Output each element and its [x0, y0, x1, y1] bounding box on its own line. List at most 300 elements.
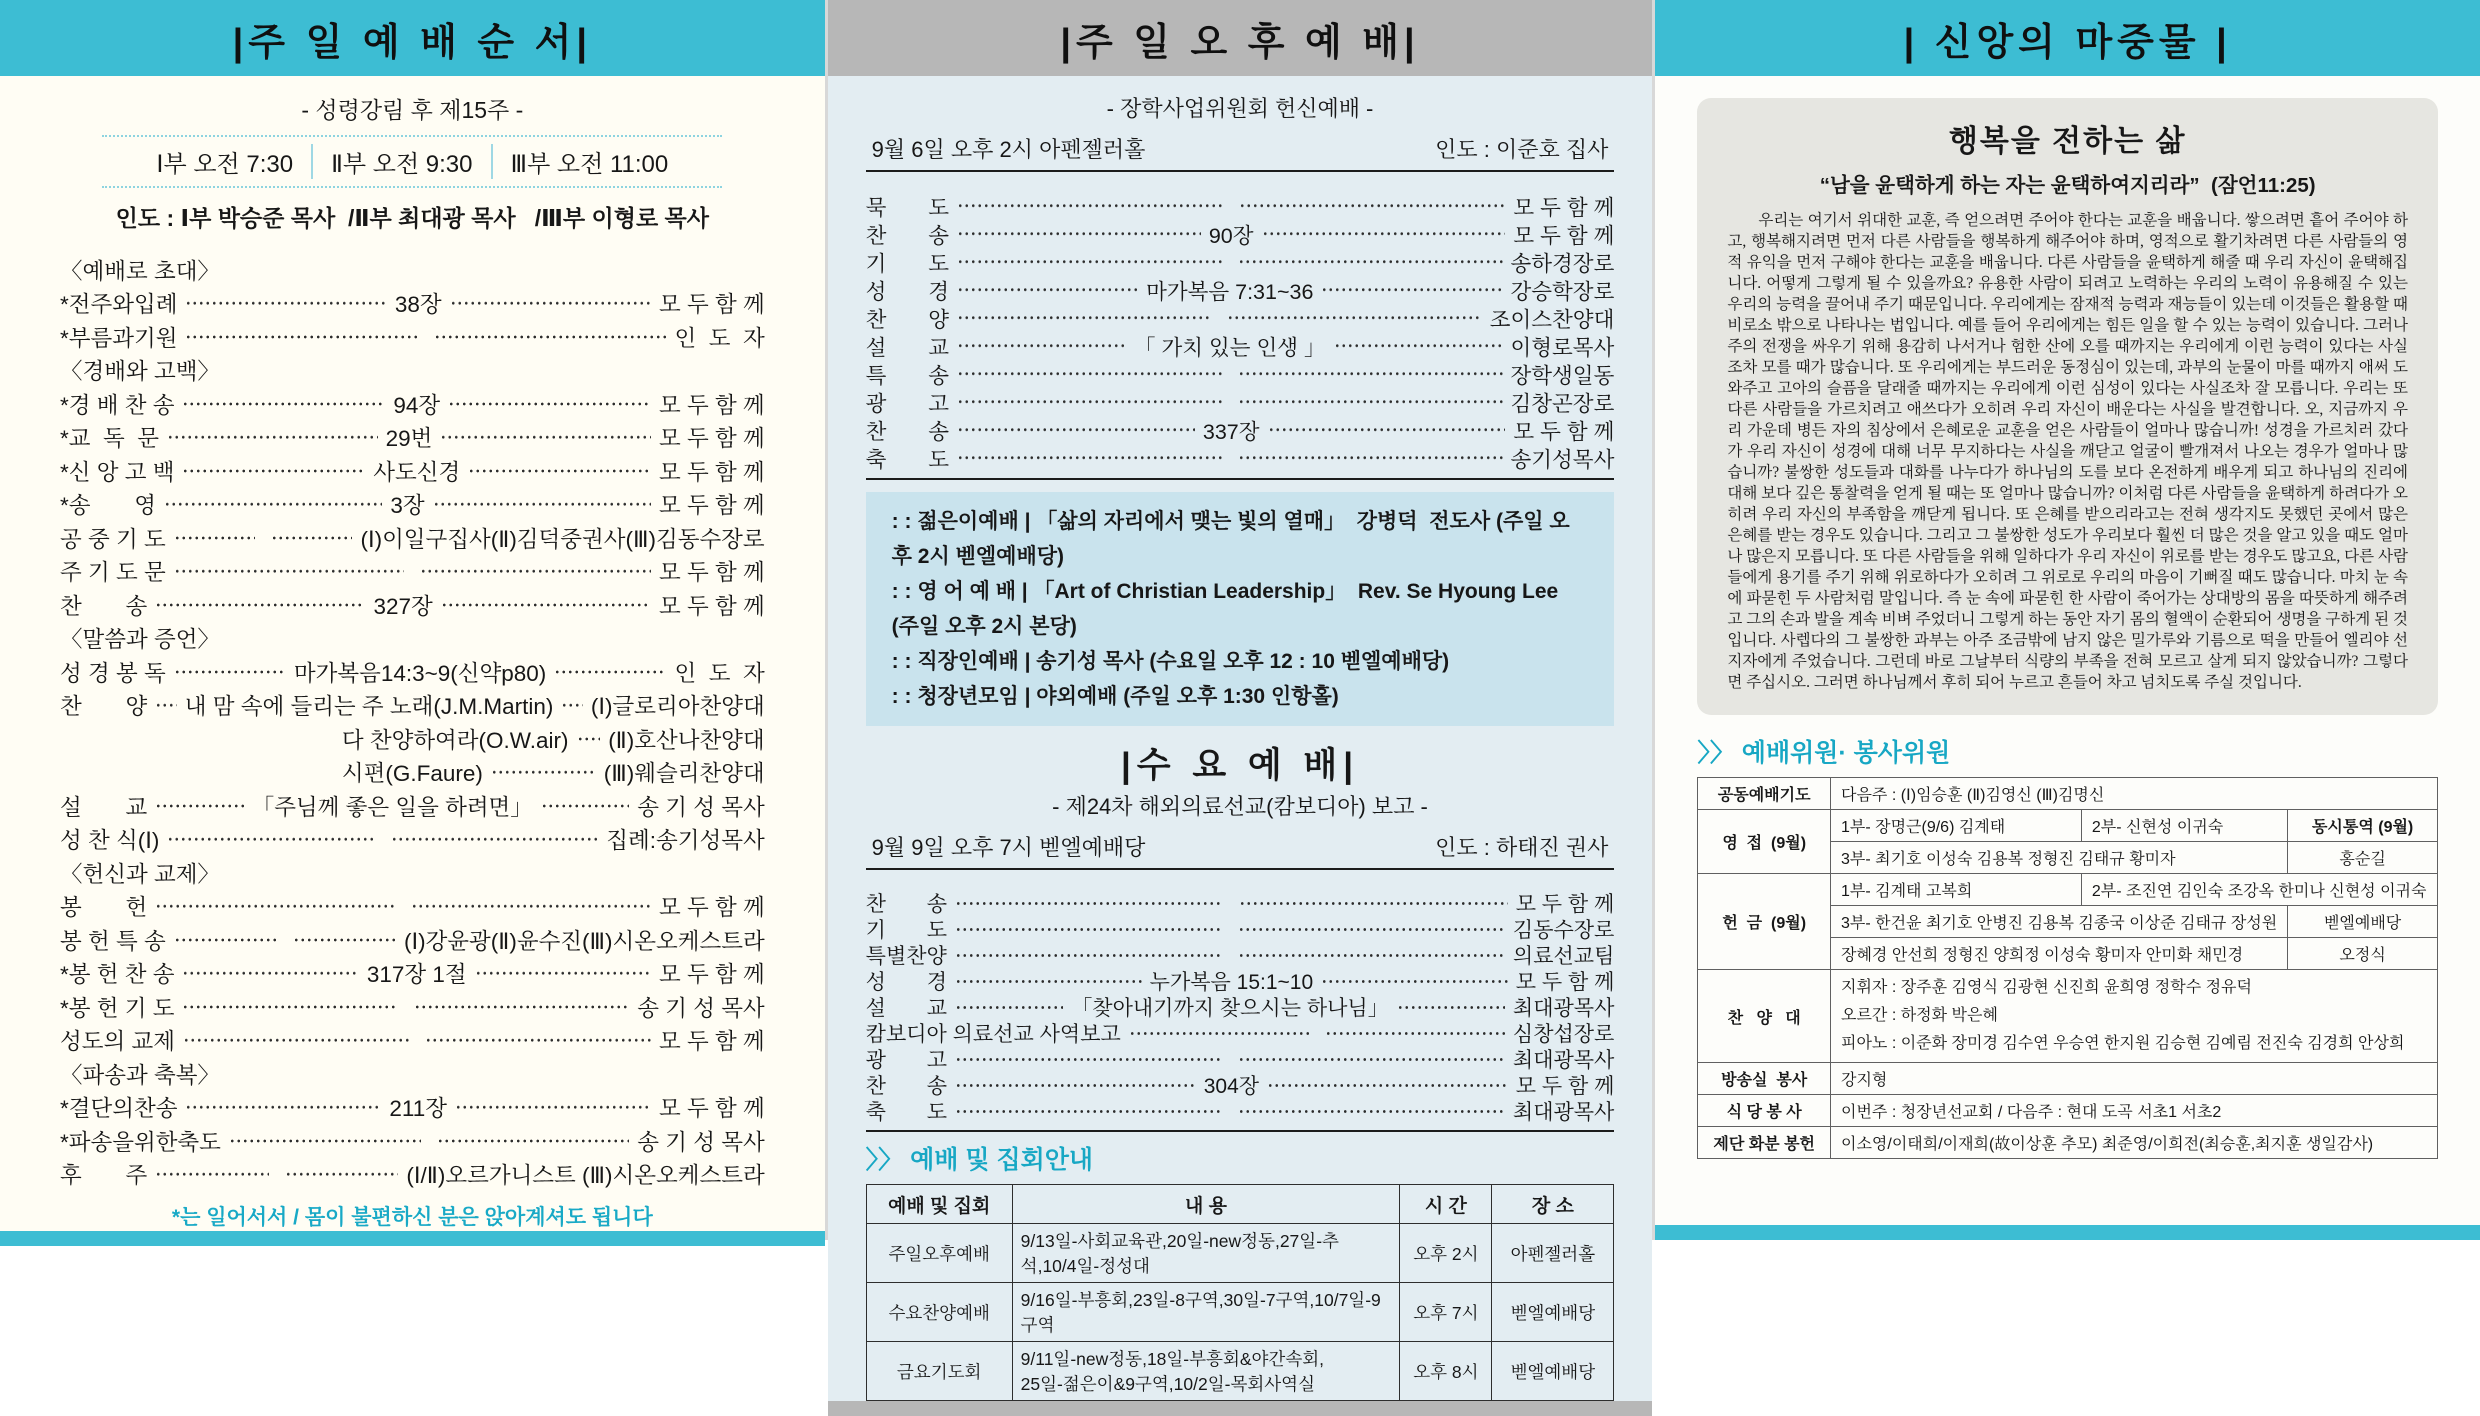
order-row [60, 588, 765, 622]
dot-leader [185, 1096, 381, 1119]
order-row [60, 1124, 765, 1158]
dot-leader [440, 426, 651, 449]
order-item-person: 이형로목사 [1510, 335, 1615, 360]
order-item-person: 모 두 함 께 [1513, 419, 1615, 444]
dot-leader [1321, 971, 1508, 992]
order-item-person: 최대광목사 [1512, 1101, 1615, 1124]
schedule-cell-time: 오후 8시 [1400, 1342, 1492, 1401]
order-section-heading: 〈말씀과 증언〉 [60, 627, 220, 653]
afternoon-leader: 인도 : 이준호 집사 [1435, 137, 1609, 162]
dot-leader [155, 895, 395, 918]
order-row [866, 890, 1615, 916]
order-row [866, 304, 1615, 332]
order-row [866, 968, 1615, 994]
dot-leader [957, 447, 1222, 469]
dot-leader [448, 393, 651, 416]
dot-leader [185, 326, 418, 349]
dot-leader [411, 895, 651, 918]
order-item-detail: 211장 [389, 1096, 448, 1122]
service-time: Ⅰ부 오전 7:30 [156, 151, 294, 178]
middle-footer-bar [828, 1401, 1653, 1416]
standing-footnote: *는 일어서서 / 몸이 불편하신 분은 앉아계셔도 됩니다 [171, 1206, 653, 1229]
order-row [866, 276, 1615, 304]
order-row [60, 488, 765, 522]
order-item-label: 기 도 [865, 251, 950, 276]
committee-row-choir [1698, 970, 2438, 1063]
order-section-heading: 〈예배로 초대〉 [60, 258, 220, 284]
order-item-label: *신 앙 고 백 [60, 459, 175, 485]
order-item-detail: 38장 [394, 292, 442, 318]
dot-leader [957, 335, 1126, 357]
order-row [60, 1024, 765, 1058]
order-item-person: 모 두 함 께 [658, 895, 765, 921]
dot-leader [174, 929, 277, 952]
order-item-label: *봉 헌 찬 송 [60, 962, 175, 988]
order-item-detail: 다 찬양하여라(O.W.air) [341, 727, 569, 753]
order-item-label: 찬 송 [60, 593, 148, 619]
order-item-person: 김창곤장로 [1510, 391, 1615, 416]
order-item-label: 봉 헌 특 송 [60, 928, 166, 954]
order-item-detail: 마가복음 7:31~36 [1146, 279, 1314, 304]
article-verse: “남을 윤택하게 하는 자는 윤택하여지리라” (잠언11:25) [1819, 174, 2316, 197]
dot-leader [957, 363, 1222, 385]
order-item-person: 집례:송기성목사 [606, 828, 765, 854]
order-item-person: 모 두 함 께 [658, 292, 765, 318]
order-item-label: 찬 송 [865, 893, 948, 916]
schedule-cell-place: 벧엘예배당 [1492, 1342, 1614, 1401]
panel-sunday-order [0, 0, 825, 1240]
choir-conductor: 지휘자 : 장주훈 김영식 김광현 신진희 윤희영 정학수 정유덕 [1841, 979, 2252, 996]
other-services-notice-box [866, 492, 1615, 726]
order-item-detail: 누가복음 15:1~10 [1149, 971, 1314, 994]
order-row [60, 287, 765, 321]
dot-leader [955, 971, 1142, 992]
dot-leader [183, 1029, 409, 1052]
committee-label: 제단 화분 봉헌 [1698, 1127, 1831, 1159]
dot-leader [1238, 363, 1503, 385]
dot-leader [1238, 251, 1503, 273]
order-item-person: (Ⅰ)이일구집사(Ⅱ)김덕중권사(Ⅲ)김동수장로 [360, 526, 765, 552]
order-row [866, 1020, 1615, 1046]
committee-label: 식 당 봉 사 [1698, 1095, 1831, 1127]
greeting-part3: 3부- 최기호 이성숙 김용복 정형진 김태규 황미자 [1831, 842, 2288, 874]
offering-part2: 2부- 조진연 김인숙 조강옥 한미나 신현성 이귀숙 [2081, 874, 2437, 906]
order-item-label: 성 경 [865, 279, 950, 304]
rule [866, 868, 1615, 870]
service-leaders: 인도 : Ⅰ부 박승준 목사 /Ⅱ부 최대광 목사 /Ⅲ부 이형로 목사 [115, 205, 709, 231]
dot-leader [174, 661, 286, 684]
dot-leader [167, 426, 378, 449]
order-item-person: 모 두 함 께 [658, 1096, 765, 1122]
dot-leader [1239, 195, 1505, 217]
rule [866, 170, 1615, 172]
dot-leader [420, 560, 651, 583]
left-footer-bar [0, 1231, 825, 1246]
dot-leader [955, 1101, 1222, 1122]
dot-leader [957, 251, 1222, 273]
service-time: Ⅲ부 오전 11:00 [491, 144, 669, 179]
devotional-body [1655, 76, 2480, 1225]
order-item-label: *송 영 [60, 493, 156, 519]
devotional-title: | 신앙의 마중물 | [1655, 0, 2480, 76]
order-item-person: 장학생일동 [1510, 363, 1615, 388]
order-item-label: 묵 도 [865, 195, 950, 220]
order-item-label: 찬 양 [865, 307, 950, 332]
order-item-label: *봉 헌 기 도 [60, 995, 175, 1021]
dot-leader [285, 1163, 399, 1186]
schedule-cell-place: 벧엘예배당 [1492, 1283, 1614, 1342]
order-row [60, 756, 765, 790]
dot-leader [1238, 391, 1503, 413]
order-row [60, 454, 765, 488]
order-item-detail: 304장 [1203, 1075, 1260, 1098]
dot-leader [167, 828, 374, 851]
choir-members [1831, 970, 2438, 1063]
liturgical-week: - 성령강림 후 제15주 - [301, 97, 524, 123]
article-body: 우리는 여기서 위대한 교훈, 즉 얻으려면 주어야 한다는 교훈을 배웁니다. 쌓으려면 흩어 주어야 하고, 행복해지려면 먼저 다른 사람들을 행복하게 해주어야 하며, 영적으로 활기차려면 다른 사람들의 영적 유익을 먼저 구해야 한다는 교훈을 배웁니다. 다른 사람들을 윤택하게 해줄 때 우리 자신이 윤택해집니다. 어떻게 그렇게 될 수 있을까요? 유용한 사람이 되려고 노력하는 우리의 노력이 유용해질 수 있는 우리의 능력을 끌어내 주기 때문입니다. 우리에게는 잠재적 능력과 재능들이 있는데 이것들은 활용할 때 비로소 밖으로 나타나는 법입니다. 예를 들어 우리에게는 힘든 일을 할 수 있는 능력이 있습니다. 그러나 주의 전쟁을 싸우기 위해 용감히 나서거나 험한 산에 오를 때까지는 우리에게 이런 능력이 있다는 사실조차 모를 때가 많습니다. 또 우리에게는 부드러운 동정심이 있는데, 과부의 눈물이 마를 때까지 애써 도와주고 고아의 슬픔을 달래줄 때까지는 우리에게 이런 심성이 있다는 사실조차 잘 모릅니다. 우리는 또 다른 사람들을 가르치려고 애쓰다가 오히려 우리 자신이 배운다는 사실을 발견합니다. 오, 지금까지 우리 가운데 병든 자의 침상에서 은혜로운 교훈을 얻은 사람들이 얼마나 많습니까! 성경을 가르치러 갔다가 우리 자신이 성경에 대해 너무 무지하다는 사실을 깨닫고 얼굴이 빨개져서 나오는 경우가 얼마나 많습니까? 불쌍한 성도들과 대화를 나누다가 하나님의 도를 보다 온전하게 배우게 되고 하나님의 진리에 대해 보다 깊은 통찰력을 얻게 될 때는 또 얼마나 많습니까? 이처럼 다른 사람들을 윤택하게 하려다가 오히려 우리 자신의 부족함을 깨닫게 됩니다. 또 은혜를 받으리라고는 전혀 생각지도 못했던 곳에서 많은 은혜를 받는 경우도 있습니다. 그리고 그 불쌍한 성도가 우리보다 훨씬 더 많은 것을 알고 있을 때도 얼마나 많은지 모릅니다. 또 다른 사람들을 위해 일하다가 우리 자신이 위로를 받는 경우도 많고요, 다른 사람들에게 용기를 주기 위해 위로하다가 오히려 그 위로로 우리의 마음이 기뻐질 때도 많습니다. 마치 눈 속에 파묻힌 두 사람처럼 말입니다. 즉 눈 속에 파묻힌 한 사람이 죽어가는 상대방의 몸을 따뜻하게 해주려고 그의 손과 발을 계속 비벼 주었더니 그렇게 하는 동안 자기 몸의 혈액이 순환되어 생명을 구하게 된 것입니다. 사렙다의 그 불쌍한 과부는 아주 조금밖에 남지 않은 밀가루와 기름으로 떡을 만들어 엘리야 선지자에게 주었습니다. 그런데 바로 그날부터 식량의 부족을 전혀 모르고 살게 되지 않았습니까? 그렇다면 주십시오. 그러면 하나님께서 후히 되어 누르고 흔들어 차고 넘치도록 주실 것입니다. [1727, 212, 2409, 691]
schedule-table [866, 1184, 1615, 1401]
order-item-detail: 29번 [385, 426, 433, 452]
dot-leader [577, 728, 601, 751]
schedule-cell-meeting: 금요기도회 [866, 1342, 1012, 1401]
dot-leader [1397, 997, 1505, 1018]
schedule-col-time: 시 간 [1400, 1185, 1492, 1224]
order-item-detail: 317장 1절 [366, 962, 467, 988]
dot-leader [957, 391, 1222, 413]
order-item-person: 모 두 함 께 [1515, 971, 1615, 994]
order-item-label: 찬 송 [865, 223, 950, 248]
order-item-person: 모 두 함 께 [658, 560, 765, 586]
order-row [60, 521, 765, 555]
afternoon-title: |주 일 오 후 예 배| [828, 0, 1653, 76]
dot-leader [468, 460, 651, 483]
order-row [866, 220, 1615, 248]
schedule-col-place: 장 소 [1492, 1185, 1614, 1224]
afternoon-order-list [866, 192, 1615, 472]
order-item-label: *결단의찬송 [60, 1096, 178, 1122]
order-section-heading: 〈파송과 축복〉 [60, 1062, 220, 1088]
dot-leader [174, 527, 255, 550]
dot-leader [1267, 1075, 1508, 1096]
offering-place1: 벧엘예배당 [2288, 906, 2438, 938]
dot-leader [957, 307, 1211, 329]
order-item-person: (Ⅱ)호산나찬양대 [608, 727, 765, 753]
order-row [866, 1072, 1615, 1098]
order-item-person: 강승학장로 [1510, 279, 1615, 304]
dot-leader [455, 1096, 651, 1119]
rule [866, 1130, 1615, 1132]
rule [866, 478, 1615, 480]
schedule-cell-time: 오후 7시 [1400, 1283, 1492, 1342]
order-item-person: 인 도 자 [674, 325, 765, 351]
order-item-person: 최대광목사 [1512, 1049, 1615, 1072]
flowers-donors: 이소영/이태희/이재희(故이상훈 추모) 최준영/이희전(최승훈,최지훈 생일감사) [1831, 1127, 2438, 1159]
dot-leader [155, 1163, 269, 1186]
order-item-person: 송 기 성 목사 [637, 794, 765, 820]
order-row [60, 823, 765, 857]
order-item-person: 모 두 함 께 [1513, 195, 1615, 220]
committee-section-heading: 〉〉 예배위원· 봉사위원 [1697, 739, 1951, 767]
dot-leader [1268, 419, 1506, 441]
schedule-row [866, 1224, 1614, 1283]
order-item-detail: 「 가치 있는 인생 」 [1134, 335, 1326, 360]
dot-leader [155, 795, 243, 818]
dot-leader [391, 828, 598, 851]
schedule-row [866, 1283, 1614, 1342]
order-row [60, 555, 765, 589]
order-item-person: 모 두 함 께 [658, 459, 765, 485]
order-item-label: *부름과기원 [60, 325, 178, 351]
order-row [866, 994, 1615, 1020]
afternoon-info-line [872, 133, 1609, 164]
dot-leader [554, 661, 666, 684]
dot-leader [182, 962, 358, 985]
order-item-person: (Ⅰ/Ⅱ)오르가니스트 (Ⅲ)시온오케스트라 [406, 1163, 765, 1189]
devotional-article-box [1697, 98, 2438, 715]
notice-line: : : 직장인예배 | 송기성 목사 (수요일 오후 12 : 10 벧엘예배당) [891, 650, 1450, 673]
wednesday-datetime: 9월 9일 오후 7시 벧엘예배당 [871, 835, 1146, 860]
order-item-label: 공 중 기 도 [60, 526, 166, 552]
panel-afternoon-wednesday [828, 0, 1653, 1394]
dot-leader [957, 195, 1223, 217]
order-item-label: 주 기 도 문 [60, 560, 166, 586]
order-item-label: 찬 송 [865, 1075, 948, 1098]
order-item-detail: 3장 [390, 493, 425, 519]
order-item-label: 캄보디아 의료선교 사역보고 [865, 1023, 1121, 1046]
committee-row-offering-1 [1698, 874, 2438, 906]
dot-leader [1238, 945, 1505, 966]
order-row [866, 360, 1615, 388]
panel-devotional [1655, 0, 2480, 1240]
schedule-cell-content: 9/11일-new정동,18일-부흥회&야간속회, 25일-젊은이&9구역,10/2일-목회사역실 [1012, 1342, 1400, 1401]
wednesday-subtitle: - 제24차 해외의료선교(캄보디아) 보고 - [1052, 794, 1428, 819]
order-item-label: 찬 송 [865, 419, 950, 444]
order-item-detail: 사도신경 [373, 459, 461, 485]
order-item-label: *전주와입례 [60, 292, 178, 318]
schedule-cell-content: 9/13일-사회교육관,20일-new정동,27일-추석,10/4일-정성대 [1012, 1224, 1400, 1283]
order-row [60, 387, 765, 421]
dot-leader [441, 594, 651, 617]
dot-leader [437, 1130, 629, 1153]
order-row [866, 1098, 1615, 1124]
dot-leader [414, 996, 629, 1019]
dot-leader [1238, 1101, 1505, 1122]
offering-place2: 오정식 [2288, 938, 2438, 970]
wednesday-leader: 인도 : 하태진 권사 [1435, 835, 1609, 860]
order-row [60, 990, 765, 1024]
dot-leader [155, 694, 177, 717]
dot-leader [450, 292, 651, 315]
dot-leader [955, 945, 1222, 966]
order-row [60, 689, 765, 723]
sunday-order-list [60, 253, 765, 1191]
order-row [866, 1046, 1615, 1072]
order-row [60, 923, 765, 957]
order-row [866, 916, 1615, 942]
order-item-detail: 337장 [1202, 419, 1260, 444]
dot-leader [182, 393, 385, 416]
dot-leader [271, 527, 352, 550]
dot-leader [182, 460, 365, 483]
service-time: Ⅱ부 오전 9:30 [311, 144, 472, 179]
order-item-label: *교 독 문 [60, 426, 159, 452]
dot-leader [1321, 279, 1502, 301]
dot-leader [491, 761, 596, 784]
order-item-person: (Ⅲ)웨슬리찬양대 [603, 761, 765, 787]
order-item-label: 찬 양 [60, 694, 148, 720]
order-item-detail: 시편(G.Faure) [341, 761, 483, 787]
afternoon-datetime: 9월 6일 오후 2시 아펜젤러홀 [871, 137, 1146, 162]
order-item-detail: 90장 [1208, 223, 1254, 248]
dot-leader [293, 929, 396, 952]
order-item-person: 조이스찬양대 [1489, 307, 1615, 332]
schedule-col-meeting: 예배 및 집회 [866, 1185, 1012, 1224]
service-times [102, 135, 722, 188]
order-row [60, 890, 765, 924]
order-row [60, 421, 765, 455]
dot-leader [541, 795, 629, 818]
dot-leader [955, 893, 1223, 914]
order-item-person: 최대광목사 [1512, 997, 1615, 1020]
order-item-label: 설 교 [865, 335, 950, 360]
dot-leader [434, 326, 667, 349]
dot-leader [185, 292, 386, 315]
order-item-label: 설 교 [60, 794, 148, 820]
order-item-person: 송 기 성 목사 [637, 995, 765, 1021]
dot-leader [957, 279, 1138, 301]
committee-row-dining [1698, 1095, 2438, 1127]
order-item-detail: 94장 [393, 392, 441, 418]
schedule-row [866, 1342, 1614, 1401]
order-item-person: 모 두 함 께 [658, 493, 765, 519]
dot-leader [955, 919, 1222, 940]
order-item-label: 축 도 [865, 447, 950, 472]
order-item-person: (Ⅰ)강윤광(Ⅱ)윤수진(Ⅲ)시온오케스트라 [403, 928, 765, 954]
dot-leader [1239, 893, 1507, 914]
order-item-detail: 「주님께 좋은 일을 하려면」 [251, 794, 533, 820]
order-item-detail: 327장 [373, 593, 433, 619]
article-title: 행복을 전하는 삶 [1948, 125, 2187, 158]
committee-row-greeting-1 [1698, 810, 2438, 842]
interpretation-name: 홍순길 [2288, 842, 2438, 874]
order-item-person: 모 두 함 께 [658, 426, 765, 452]
order-item-label: 성도의 교제 [60, 1029, 175, 1055]
dot-leader [561, 694, 583, 717]
order-row [60, 655, 765, 689]
order-item-label: 특 송 [865, 363, 950, 388]
order-item-label: 광 고 [865, 1049, 948, 1072]
order-item-label: 특별찬양 [865, 945, 947, 968]
offering-part1: 1부- 김계태 고복희 [1831, 874, 2082, 906]
broadcast-name: 강지형 [1831, 1063, 2438, 1095]
order-item-person: 김동수장로 [1512, 919, 1615, 942]
committee-label: 헌 금 (9월) [1698, 874, 1831, 970]
dot-leader [433, 493, 651, 516]
committee-table [1697, 777, 2438, 1159]
order-row [866, 192, 1615, 220]
order-row [60, 957, 765, 991]
committee-row-flowers [1698, 1127, 2438, 1159]
order-item-person: 인 도 자 [674, 660, 765, 686]
afternoon-subtitle: - 장학사업위원회 헌신예배 - [1106, 96, 1374, 121]
wednesday-title: |수 요 예 배| [1121, 746, 1359, 785]
order-item-person: 심창섭장로 [1512, 1023, 1615, 1046]
dot-leader [1334, 335, 1503, 357]
dot-leader [957, 419, 1195, 441]
order-section-heading: 〈헌신과 교제〉 [60, 861, 220, 887]
order-item-person: 모 두 함 께 [658, 392, 765, 418]
dot-leader [1238, 919, 1505, 940]
dot-leader [174, 560, 405, 583]
order-item-detail: 내 맘 속에 들리는 주 노래(J.M.Martin) [184, 694, 554, 720]
committee-label: 공동예배기도 [1698, 778, 1831, 810]
order-item-label: 광 고 [865, 391, 950, 416]
sunday-order-title: |주 일 예 배 순 서| [0, 0, 825, 76]
schedule-section-heading: 〉〉 예배 및 집회안내 [865, 1146, 1094, 1174]
schedule-cell-place: 아펜젤러홀 [1492, 1224, 1614, 1283]
committee-label: 방송실 봉사 [1698, 1063, 1831, 1095]
order-item-label: 봉 헌 [60, 895, 148, 921]
choir-organ: 오르간 : 하정화 박은혜 [1841, 1007, 1998, 1024]
order-item-person: 송 기 성 목사 [637, 1129, 765, 1155]
schedule-cell-content: 9/16일-부흥회,23일-8구역,30일-7구역,10/7일-9구역 [1012, 1283, 1400, 1342]
order-row [60, 722, 765, 756]
schedule-header-row [866, 1185, 1614, 1224]
dot-leader [1227, 307, 1481, 329]
greeting-part2: 2부- 신현성 이귀숙 [2081, 810, 2287, 842]
notice-line: : : 영 어 예 배 | 「Art of Christian Leadership」 Rev. Se Hyoung Lee (주일 오후 2시 본당) [891, 580, 1565, 638]
dining-groups: 이번주 : 청장년선교회 / 다음주 : 현대 도곡 서초1 서초2 [1831, 1095, 2438, 1127]
order-item-label: 축 도 [865, 1101, 948, 1124]
order-section-heading: 〈경배와 고백〉 [60, 359, 220, 385]
dot-leader [229, 1130, 421, 1153]
order-row [866, 388, 1615, 416]
order-item-label: *파송을위한축도 [60, 1129, 221, 1155]
offering-part3b: 장혜경 안선희 정형진 양희정 이성숙 황미자 안미화 채민경 [1831, 938, 2288, 970]
order-row [866, 444, 1615, 472]
order-row [60, 789, 765, 823]
dot-leader [475, 962, 651, 985]
dot-leader [164, 493, 382, 516]
dot-leader [1262, 223, 1506, 245]
order-row [60, 320, 765, 354]
order-item-label: 후 주 [60, 1163, 148, 1189]
order-row [866, 248, 1615, 276]
order-item-label: *경 배 찬 송 [60, 392, 175, 418]
committee-row-broadcast [1698, 1063, 2438, 1095]
schedule-cell-time: 오후 2시 [1400, 1224, 1492, 1283]
committee-label: 영 접 (9월) [1698, 810, 1831, 874]
wednesday-order-list [866, 890, 1615, 1124]
schedule-col-content: 내 용 [1012, 1185, 1400, 1224]
order-item-person: 모 두 함 께 [1515, 1075, 1615, 1098]
order-item-label: 성 경 [865, 971, 948, 994]
sunday-order-body [0, 76, 825, 1231]
notice-line: : : 젊은이예배 | 「삶의 자리에서 맺는 빛의 열매」 강병덕 전도사 (주일 오후 2시 벧엘예배당) [891, 510, 1570, 568]
schedule-cell-meeting: 주일오후예배 [866, 1224, 1012, 1283]
order-item-person: 모 두 함 께 [1513, 223, 1615, 248]
dot-leader [1238, 447, 1503, 469]
order-row [60, 1091, 765, 1125]
dot-leader [1238, 1049, 1505, 1070]
order-item-detail: 마가복음14:3~9(신약p80) [293, 660, 547, 686]
notice-line: : : 청장년모임 | 야외예배 (주일 오후 1:30 인항홀) [891, 685, 1339, 708]
order-row [60, 1158, 765, 1192]
offering-part3: 3부- 한건윤 최기호 안병진 김용복 김종국 이상준 김태규 장성원 [1831, 906, 2288, 938]
order-item-label: 기 도 [865, 919, 948, 942]
order-item-label: 성 경 봉 독 [60, 660, 166, 686]
afternoon-body [828, 76, 1653, 1401]
